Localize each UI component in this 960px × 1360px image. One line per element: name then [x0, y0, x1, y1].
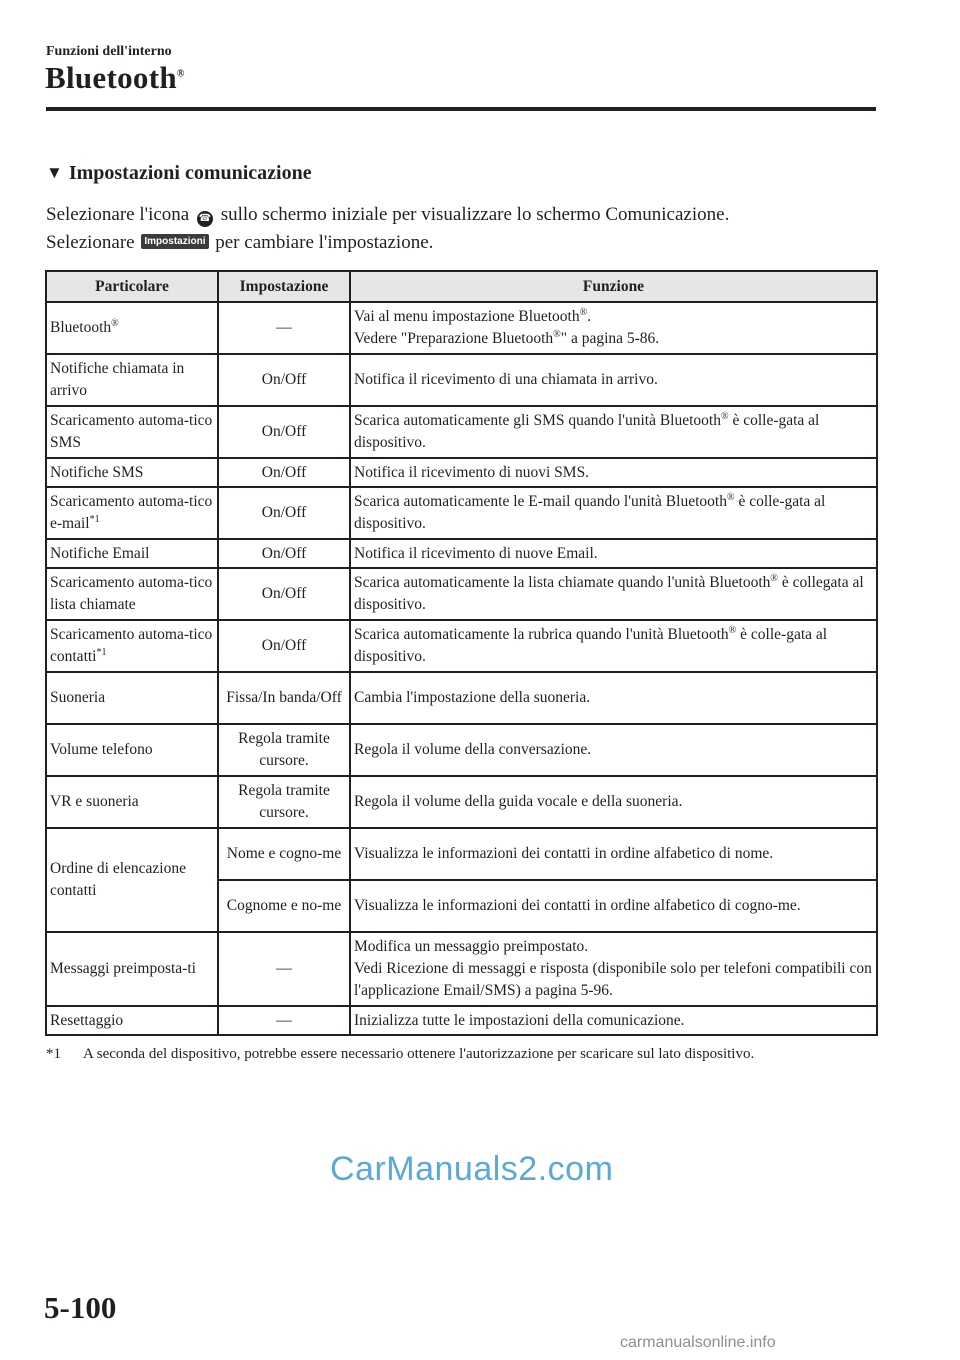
cell-item: Scaricamento automa-tico SMS — [46, 406, 218, 458]
cell-function: Scarica automaticamente le E-mail quando l'unità Bluetooth® è colle-gata al dispositivo. — [350, 487, 877, 539]
cell-item: Scaricamento automa-tico lista chiamate — [46, 568, 218, 620]
cell-function: Inizializza tutte le impostazioni della comunicazione. — [350, 1006, 877, 1035]
table-row — [46, 672, 877, 724]
cell-function: Modifica un messaggio preimpostato. Vedi Ricezione di messaggi e risposta (disponibile solo per telefoni compatibili con l'applicazione Email/SMS) a pagina 5-96. — [350, 932, 877, 1006]
cell-setting: Cognome e no-me — [218, 880, 350, 932]
cell-item: Notifiche SMS — [46, 458, 218, 487]
cell-setting: — — [218, 1006, 350, 1035]
cell-setting: On/Off — [218, 568, 350, 620]
cell-item: Messaggi preimposta-ti — [46, 932, 218, 1006]
intro-line-1-start: Selezionare l'icona — [46, 204, 190, 225]
table-row — [46, 828, 877, 880]
table-row — [46, 568, 877, 620]
table-row — [46, 406, 877, 458]
cell-item: Ordine di elencazione contatti — [46, 828, 218, 932]
section-title: Impostazioni comunicazione — [68, 162, 312, 184]
cell-item: Volume telefono — [46, 724, 218, 776]
table-row — [46, 724, 877, 776]
table-row — [46, 302, 877, 354]
footnote — [46, 1043, 846, 1065]
watermark: CarManuals2.com — [330, 1150, 614, 1188]
corner-watermark: carmanualsonline.info — [620, 1334, 776, 1351]
cell-setting: On/Off — [218, 354, 350, 406]
intro-line-1 — [46, 204, 729, 227]
table-body — [46, 302, 877, 1035]
cell-setting: On/Off — [218, 406, 350, 458]
cell-function: Notifica il ricevimento di una chiamata in arrivo. — [350, 354, 877, 406]
table-row — [46, 776, 877, 828]
cell-function: Visualizza le informazioni dei contatti in ordine alfabetico di nome. — [350, 828, 877, 880]
cell-item: Scaricamento automa-tico e-mail$^{*1}$ — [46, 487, 218, 539]
cell-function: Scarica automaticamente la lista chiamate quando l'unità Bluetooth® è collegata al dispositivo. — [350, 568, 877, 620]
cell-function: Notifica il ricevimento di nuove Email. — [350, 539, 877, 568]
cell-setting: On/Off — [218, 539, 350, 568]
cell-item: Notifiche chiamata in arrivo — [46, 354, 218, 406]
footnote-mark: *1 — [46, 1046, 61, 1062]
chapter-title: Bluetooth® — [45, 60, 185, 95]
table-row — [46, 1006, 877, 1035]
intro-line-2 — [46, 232, 433, 254]
cell-item: Resettaggio — [46, 1006, 218, 1035]
settings-table — [45, 270, 878, 1036]
page-number: 5-100 — [44, 1290, 117, 1325]
intro-line-2-end: per cambiare l'impostazione. — [215, 232, 434, 253]
phone-icon: ☎ — [197, 211, 213, 227]
table-row — [46, 458, 877, 487]
cell-item: Bluetooth® — [46, 302, 218, 354]
cell-function: Notifica il ricevimento di nuovi SMS. — [350, 458, 877, 487]
header-rule — [46, 107, 876, 111]
cell-function: Regola il volume della conversazione. — [350, 724, 877, 776]
header-impostazione: Impostazione — [218, 271, 350, 302]
section-label: Funzioni dell'interno — [46, 44, 172, 59]
table-row — [46, 539, 877, 568]
cell-setting: Nome e cogno-me — [218, 828, 350, 880]
intro-line-1-end: sullo schermo iniziale per visualizzare lo schermo Comunicazione. — [220, 204, 730, 225]
table-row — [46, 620, 877, 672]
section-heading — [46, 162, 312, 185]
cell-item: VR e suoneria — [46, 776, 218, 828]
cell-function: Scarica automaticamente gli SMS quando l'unità Bluetooth® è colle-gata al dispositivo. — [350, 406, 877, 458]
cell-setting: On/Off — [218, 620, 350, 672]
cell-setting: On/Off — [218, 487, 350, 539]
cell-function: Cambia l'impostazione della suoneria. — [350, 672, 877, 724]
intro-line-2-start: Selezionare — [46, 232, 135, 253]
cell-function: Visualizza le informazioni dei contatti in ordine alfabetico di cogno-me. — [350, 880, 877, 932]
cell-item: Scaricamento automa-tico contatti$^{*1}$ — [46, 620, 218, 672]
cell-setting: Regola tramite cursore. — [218, 776, 350, 828]
table-row — [46, 354, 877, 406]
settings-button-icon: Impostazioni — [141, 234, 208, 249]
cell-setting: — — [218, 932, 350, 1006]
cell-setting: — — [218, 302, 350, 354]
header-particolare: Particolare — [46, 271, 218, 302]
cell-item: Suoneria — [46, 672, 218, 724]
cell-function: Vai al menu impostazione Bluetooth®. Vedere "Preparazione Bluetooth®" a pagina 5-86. — [350, 302, 877, 354]
cell-setting: Regola tramite cursore. — [218, 724, 350, 776]
cell-function: Scarica automaticamente la rubrica quando l'unità Bluetooth® è colle-gata al dispositivo. — [350, 620, 877, 672]
cell-setting: Fissa/In banda/Off — [218, 672, 350, 724]
table-header-row — [46, 271, 877, 302]
cell-function: Regola il volume della guida vocale e della suoneria. — [350, 776, 877, 828]
footnote-text: A seconda del dispositivo, potrebbe essere necessario ottenere l'autorizzazione per scaricare sul lato dispositivo. — [83, 1046, 755, 1062]
table-row — [46, 932, 877, 1006]
cell-setting: On/Off — [218, 458, 350, 487]
header-funzione: Funzione — [350, 271, 877, 302]
cell-item: Notifiche Email — [46, 539, 218, 568]
triangle-marker-icon: ▼ — [46, 163, 63, 182]
table-row — [46, 487, 877, 539]
